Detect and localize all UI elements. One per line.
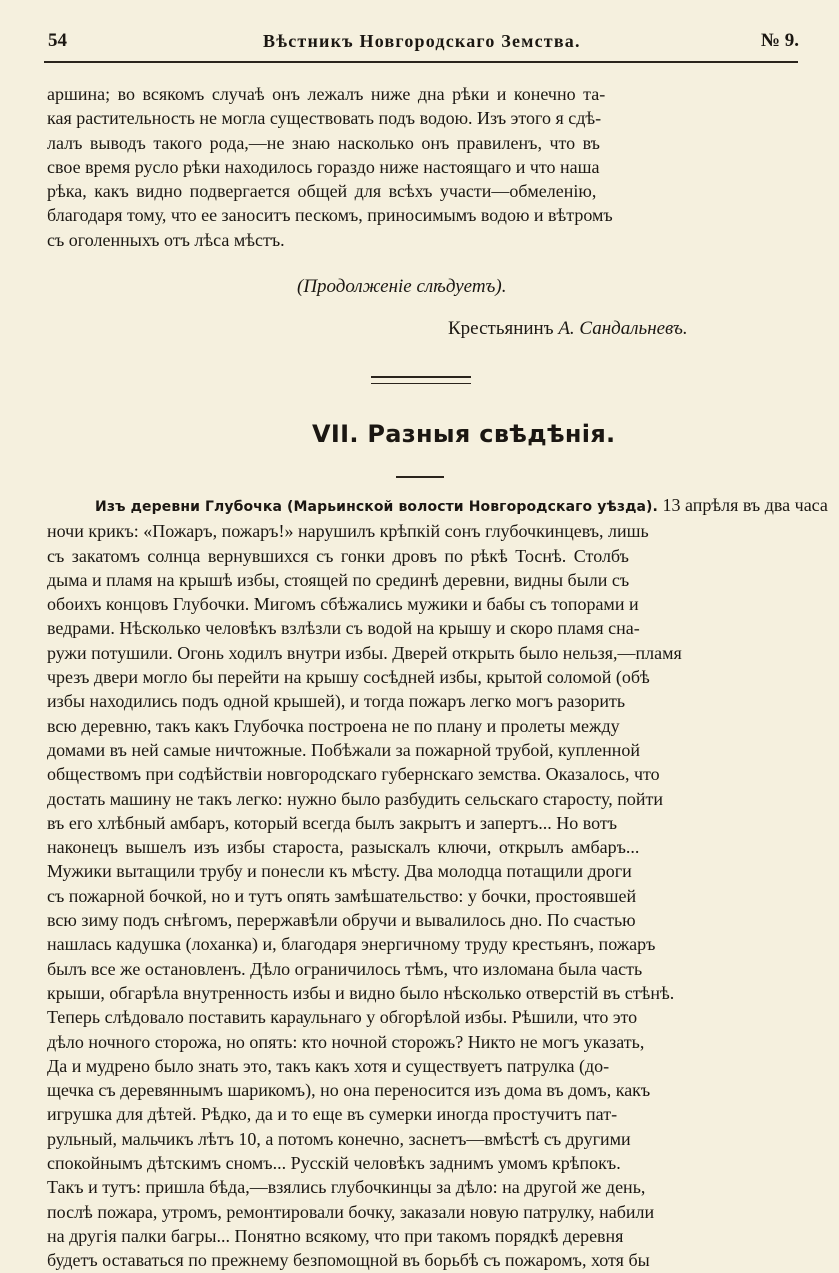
- text-line: Теперь слѣдовало поставить караульнаго у обгорѣлой избы. Рѣшили, что это: [47, 1007, 638, 1028]
- article-ending-paragraph: [47, 82, 797, 252]
- text-line: домами въ ней самые ничтожные. Побѣжали за пожарной трубой, купленной: [47, 739, 641, 760]
- header-rule: [44, 61, 798, 63]
- text-line: благодаря тому, что ее заноситъ пескомъ, приносимымъ водою и вѣтромъ: [47, 205, 613, 226]
- text-line: ружи потушили. Огонь ходилъ внутри избы. Дверей открыть было нельзя,—пламя: [47, 642, 682, 663]
- news-first-line: [47, 493, 828, 519]
- article-ending: [47, 82, 797, 252]
- running-title: Вѣстникъ Новгородскаго Земства.: [263, 31, 581, 51]
- text-line: кая растительность не могла существовать подъ водою. Изъ этого я сдѣ-: [47, 108, 602, 129]
- section-title: VII. Разныя свѣдѣнія.: [312, 420, 616, 448]
- text-line: щечка съ деревяннымъ шарикомъ), но она переносится изъ дома въ домъ, какъ: [47, 1080, 651, 1101]
- text-line: обоихъ концовъ Глубочки. Мигомъ сбѣжались мужики и бабы съ топорами и: [47, 594, 639, 615]
- text-line: чрезъ двери могло бы перейти на крышу сосѣдней избы, крытой соломой (обѣ: [47, 667, 650, 688]
- text-line: Да и мудрено было знать это, такъ какъ хотя и существуетъ патрулка (до-: [47, 1055, 610, 1076]
- signature-prefix: Крестьянинъ: [448, 318, 554, 339]
- text-line: крыши, обгарѣла внутренность избы и видно было нѣсколько отверстій въ стѣнѣ.: [47, 982, 675, 1003]
- news-lead: Изъ деревни Глубочка (Марьинской волости Новгородскаго уѣзда).: [95, 499, 658, 515]
- text-line: избы находились подъ одной крышей), и тогда пожаръ легко могъ разорить: [47, 691, 626, 712]
- text-line: достать машину не такъ легко: нужно было разбудить сельскаго старосту, пойти: [47, 788, 663, 809]
- text-line: всю зиму подъ снѣгомъ, перержавѣли обручи и вывалилось дно. По счастью: [47, 910, 636, 931]
- text-line: наконецъ вышелъ изъ избы староста, разыскалъ ключи, открылъ амбаръ...: [47, 837, 640, 858]
- text-line: будетъ оставаться по прежнему безпомощной въ борьбѣ съ пожаромъ, хотя бы: [47, 1250, 650, 1271]
- text-line: свое время русло рѣки находилось гораздо ниже настоящаго и что наша: [47, 156, 600, 177]
- text-line: аршина; во всякомъ случаѣ онъ лежалъ ниже дна рѣки и конечно та-: [47, 84, 606, 104]
- text-line: Мужики вытащили трубу и понесли къ мѣсту. Два молодца потащили дроги: [47, 861, 632, 882]
- text-line: Такъ и тутъ: пришла бѣда,—взялись глубочкинцы за дѣло: на другой же день,: [47, 1177, 646, 1198]
- text-line: послѣ пожара, утромъ, ремонтировали бочку, заказали новую патрулку, набили: [47, 1201, 655, 1222]
- text-line: дѣло ночного сторожа, но опять: кто ночной сторожъ? Никто не могъ указать,: [47, 1031, 645, 1052]
- text-line: былъ все же остановленъ. Дѣло ограничилось тѣмъ, что изломана была часть: [47, 958, 643, 979]
- text-line: лалъ выводъ такого рода,—не знаю насколько онъ правиленъ, что въ: [47, 132, 600, 153]
- news-article: [47, 493, 828, 1273]
- text-line: на другія палки багры... Понятно всякому, что при такомъ порядкѣ деревня: [47, 1225, 624, 1246]
- text-line: съ оголенныхъ отъ лѣса мѣстъ.: [47, 229, 285, 250]
- text-line: съ пожарной бочкой, но и тутъ опять замѣшательство: у бочки, простоявшей: [47, 885, 637, 906]
- text-line: рульный, мальчикъ лѣтъ 10, а потомъ конечно, заснетъ—вмѣстѣ съ другими: [47, 1128, 631, 1149]
- text-line: обществомъ при содѣйствіи новгородскаго губернскаго земства. Оказалось, что: [47, 764, 660, 785]
- signature-name: А. Сандальневъ.: [558, 318, 688, 339]
- news-paragraph: [47, 493, 828, 1273]
- continued-note: (Продолженіе слѣдуетъ).: [297, 276, 507, 297]
- text-line: нашлась кадушка (лоханка) и, благодаря энергичному труду крестьянъ, пожаръ: [47, 934, 656, 955]
- text-line: игрушка для дѣтей. Рѣдко, да и то еще въ сумерки иногда простучитъ пат-: [47, 1104, 618, 1125]
- text-line: дыма и пламя на крышѣ избы, стоящей по срединѣ деревни, видны были съ: [47, 569, 630, 590]
- issue-number: № 9.: [760, 30, 799, 51]
- page-header: [48, 28, 799, 58]
- text-line: въ его хлѣбный амбаръ, который всегда былъ закрытъ и запертъ... Но вотъ: [47, 812, 618, 833]
- text-line: ведрами. Нѣсколько человѣкъ взлѣзли съ водой на крышу и скоро пламя сна-: [47, 618, 640, 639]
- news-first-line-text: 13 апрѣля въ два часа: [657, 495, 828, 515]
- text-line: съ закатомъ солнца вернувшихся съ гонки дровъ по рѣкѣ Тоснѣ. Столбъ: [47, 545, 629, 566]
- text-line: ночи крикъ: «Пожаръ, пожаръ!» нарушилъ крѣпкій сонъ глубочкинцевъ, лишь: [47, 521, 649, 542]
- author-signature: [448, 318, 688, 340]
- text-line: спокойнымъ дѣтскимъ сномъ... Русскій человѣкъ заднимъ умомъ крѣпокъ.: [47, 1153, 621, 1174]
- section-divider: [371, 376, 471, 384]
- text-line: всю деревню, такъ какъ Глубочка построена не по плану и пролеты между: [47, 715, 620, 736]
- page-number: 54: [48, 30, 67, 51]
- title-underline: [396, 476, 444, 478]
- text-line: рѣка, какъ видно подвергается общей для всѣхъ участи—обмеленію,: [47, 181, 597, 202]
